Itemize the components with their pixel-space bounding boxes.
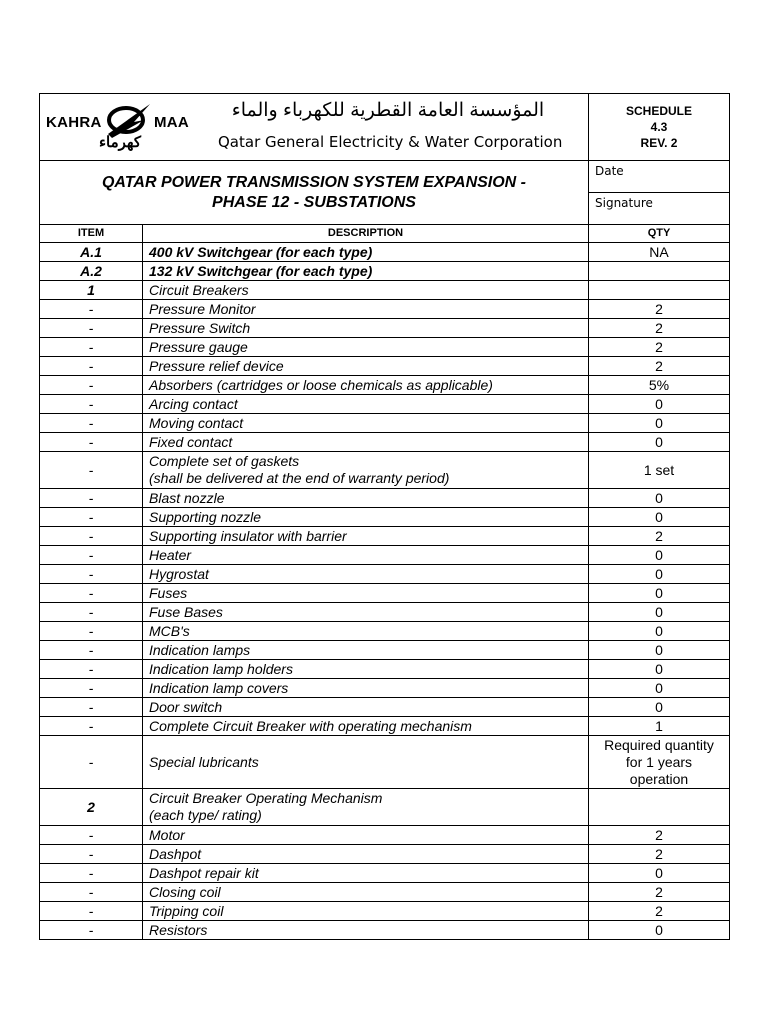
item-cell: - (40, 679, 143, 698)
table-row (40, 376, 730, 395)
qty-cell (589, 262, 730, 281)
logo-arabic-text: كهرماء (99, 134, 141, 151)
table-row (40, 395, 730, 414)
description-cell (143, 452, 589, 489)
column-header-row (40, 225, 730, 243)
title-row (40, 161, 730, 193)
description-text: Tripping coil (149, 902, 224, 919)
table-row (40, 864, 730, 883)
qty-cell (589, 883, 730, 902)
description-text: Complete set of gaskets (149, 453, 300, 469)
description-text: Dashpot repair kit (149, 864, 259, 881)
description-text: Circuit Breakers (149, 281, 249, 298)
item-cell: - (40, 414, 143, 433)
description-text: Supporting insulator with barrier (149, 527, 347, 544)
revision-label: REV. 2 (640, 136, 678, 150)
qty-text: 0 (655, 546, 663, 563)
qty-cell (589, 489, 730, 508)
description-cell (143, 319, 589, 338)
qty-text: for 1 years (625, 753, 693, 770)
table-row (40, 641, 730, 660)
description-text: Complete Circuit Breaker with operating mechanism (149, 717, 472, 734)
qty-text: 0 (655, 679, 663, 696)
table-row (40, 736, 730, 789)
table-row (40, 921, 730, 940)
description-cell (143, 789, 589, 826)
qty-text: 5% (648, 376, 670, 393)
description-text: Heater (149, 546, 192, 563)
description-cell (143, 845, 589, 864)
qty-cell (589, 338, 730, 357)
schedule-label: SCHEDULE (625, 104, 692, 118)
description-cell (143, 508, 589, 527)
schedule-box (589, 94, 730, 161)
description-cell (143, 281, 589, 300)
description-text: 132 kV Switchgear (for each type) (149, 262, 373, 279)
description-text-line2: (each type/ rating) (149, 807, 262, 823)
description-text: Indication lamps (149, 641, 251, 658)
item-cell: - (40, 508, 143, 527)
table-row (40, 826, 730, 845)
qty-cell (589, 679, 730, 698)
description-text: Hygrostat (149, 565, 209, 582)
description-cell (143, 603, 589, 622)
description-cell (143, 883, 589, 902)
qty-cell (589, 414, 730, 433)
item-cell: - (40, 527, 143, 546)
qty-text: 2 (655, 357, 663, 374)
description-text: Resistors (149, 921, 208, 938)
table-row (40, 603, 730, 622)
qty-text: 2 (655, 300, 663, 317)
description-text: Indication lamp holders (149, 660, 293, 677)
item-cell: - (40, 736, 143, 789)
signature-field: Signature (589, 193, 730, 225)
qty-text: 0 (655, 508, 663, 525)
description-cell (143, 527, 589, 546)
description-cell (143, 864, 589, 883)
qty-cell (589, 789, 730, 826)
item-cell: - (40, 546, 143, 565)
table-row (40, 414, 730, 433)
description-text: Dashpot (149, 845, 202, 862)
description-cell (143, 433, 589, 452)
column-header-qty: QTY (589, 225, 730, 243)
table-row (40, 660, 730, 679)
description-text: Fuses (149, 584, 188, 601)
table-row (40, 262, 730, 281)
description-cell (143, 660, 589, 679)
description-text: MCB's (149, 622, 190, 639)
description-text: Closing coil (149, 883, 221, 900)
qty-cell (589, 546, 730, 565)
qty-text: 2 (655, 826, 663, 843)
description-cell (143, 262, 589, 281)
table-row (40, 717, 730, 736)
item-cell: - (40, 660, 143, 679)
qty-cell (589, 603, 730, 622)
item-cell: - (40, 845, 143, 864)
date-field: Date (589, 161, 730, 193)
description-text: 400 kV Switchgear (for each type) (149, 243, 373, 260)
table-row (40, 452, 730, 489)
table-row (40, 679, 730, 698)
schedule-document (39, 93, 729, 940)
table-row (40, 527, 730, 546)
table-row (40, 584, 730, 603)
description-cell (143, 717, 589, 736)
item-cell: - (40, 902, 143, 921)
qty-cell (589, 395, 730, 414)
qty-text: 0 (655, 489, 663, 506)
description-cell (143, 622, 589, 641)
description-text: Arcing contact (149, 395, 238, 412)
qty-text: Required quantity (604, 736, 714, 753)
qty-cell (589, 622, 730, 641)
description-text: Motor (149, 826, 185, 843)
item-cell: - (40, 300, 143, 319)
description-text: Pressure gauge (149, 338, 248, 355)
document-title: QATAR POWER TRANSMISSION SYSTEM EXPANSION - PHASE 12 - SUBSTATIONS (40, 161, 589, 225)
item-cell: - (40, 338, 143, 357)
description-text: Moving contact (149, 414, 244, 431)
qty-cell (589, 281, 730, 300)
table-row (40, 883, 730, 902)
qty-text: 0 (655, 565, 663, 582)
description-text: Absorbers (cartridges or loose chemicals as applicable) (149, 376, 493, 393)
description-cell (143, 826, 589, 845)
description-cell (143, 641, 589, 660)
qty-cell (589, 433, 730, 452)
item-cell: 2 (40, 789, 143, 826)
description-text: Fixed contact (149, 433, 233, 450)
item-cell: - (40, 921, 143, 940)
table-row (40, 698, 730, 717)
qty-text: 0 (655, 921, 663, 938)
item-cell: - (40, 641, 143, 660)
table-row (40, 508, 730, 527)
qty-text: 2 (655, 883, 663, 900)
item-cell: 1 (40, 281, 143, 300)
qty-cell (589, 376, 730, 395)
description-text: Indication lamp covers (149, 679, 289, 696)
description-cell (143, 338, 589, 357)
description-text: Special lubricants (149, 753, 259, 770)
qty-cell (589, 527, 730, 546)
description-text: Fuse Bases (149, 603, 223, 620)
qty-cell (589, 300, 730, 319)
qty-text: 1 (655, 717, 663, 734)
description-cell (143, 395, 589, 414)
item-cell: - (40, 826, 143, 845)
table-row (40, 300, 730, 319)
description-cell (143, 679, 589, 698)
qty-text: 0 (655, 660, 663, 677)
qty-cell (589, 565, 730, 584)
qty-text: 0 (655, 584, 663, 601)
description-cell (143, 376, 589, 395)
item-cell: - (40, 452, 143, 489)
qty-cell (589, 452, 730, 489)
table-row (40, 902, 730, 921)
table-row (40, 281, 730, 300)
description-text: Pressure relief device (149, 357, 284, 374)
qty-text: 0 (655, 433, 663, 450)
qty-cell (589, 826, 730, 845)
qty-text: 0 (655, 414, 663, 431)
schedule-number: 4.3 (650, 120, 668, 134)
description-text: Pressure Monitor (149, 300, 256, 317)
qty-text: 2 (655, 319, 663, 336)
qty-text: 1 set (643, 461, 675, 478)
qty-cell (589, 243, 730, 262)
item-cell: - (40, 883, 143, 902)
table-row (40, 845, 730, 864)
description-cell (143, 414, 589, 433)
qty-text: 0 (655, 864, 663, 881)
qty-cell (589, 660, 730, 679)
description-text: Circuit Breaker Operating Mechanism (149, 790, 383, 806)
spare-parts-table (39, 93, 730, 940)
table-row (40, 357, 730, 376)
item-cell: - (40, 717, 143, 736)
description-text: Supporting nozzle (149, 508, 262, 525)
description-cell (143, 489, 589, 508)
qty-text: operation (629, 770, 689, 787)
qty-cell (589, 508, 730, 527)
item-cell: A.1 (40, 243, 143, 262)
table-row (40, 622, 730, 641)
qty-cell (589, 736, 730, 789)
table-row (40, 546, 730, 565)
description-cell (143, 300, 589, 319)
qty-text: 2 (655, 845, 663, 862)
table-row (40, 789, 730, 826)
item-cell: - (40, 489, 143, 508)
qty-text: 0 (655, 641, 663, 658)
item-cell: - (40, 433, 143, 452)
qty-text: 0 (655, 603, 663, 620)
qty-text: 0 (655, 395, 663, 412)
description-cell (143, 921, 589, 940)
qty-text: NA (649, 243, 669, 260)
description-cell (143, 584, 589, 603)
column-header-description: DESCRIPTION (143, 225, 589, 243)
item-cell: - (40, 357, 143, 376)
description-cell (143, 357, 589, 376)
item-cell: - (40, 603, 143, 622)
table-row (40, 319, 730, 338)
qty-cell (589, 902, 730, 921)
qty-cell (589, 584, 730, 603)
qty-cell (589, 921, 730, 940)
description-text-line2: (shall be delivered at the end of warranty period) (149, 470, 450, 486)
header-row (40, 94, 730, 161)
description-cell (143, 243, 589, 262)
item-cell: - (40, 395, 143, 414)
item-cell: - (40, 319, 143, 338)
description-text: Door switch (149, 698, 223, 715)
description-cell (143, 902, 589, 921)
qty-cell (589, 319, 730, 338)
table-row (40, 243, 730, 262)
qty-cell (589, 641, 730, 660)
qty-text: 0 (655, 622, 663, 639)
description-cell (143, 698, 589, 717)
description-text: Blast nozzle (149, 489, 225, 506)
qty-cell (589, 357, 730, 376)
item-cell: - (40, 376, 143, 395)
description-cell (143, 736, 589, 789)
table-row (40, 433, 730, 452)
item-cell: - (40, 698, 143, 717)
qty-text: 0 (655, 698, 663, 715)
column-header-item: ITEM (40, 225, 143, 243)
org-name-arabic: المؤسسة العامة القطرية للكهرباء والماء (231, 100, 545, 121)
description-cell (143, 565, 589, 584)
table-row (40, 338, 730, 357)
qty-text: 2 (655, 338, 663, 355)
item-cell: - (40, 584, 143, 603)
item-cell: - (40, 622, 143, 641)
item-cell: - (40, 565, 143, 584)
qty-text: 2 (655, 527, 663, 544)
qty-cell (589, 717, 730, 736)
logo-banner: KAHRA MAA كهرماء المؤسسة العامة القطرية للكهرباء والماء Qatar General Electricity & Water Corporation (40, 94, 589, 161)
qty-text: 2 (655, 902, 663, 919)
qty-cell (589, 864, 730, 883)
table-row (40, 489, 730, 508)
qty-cell (589, 845, 730, 864)
item-cell: - (40, 864, 143, 883)
description-cell (143, 546, 589, 565)
org-name-english: Qatar General Electricity & Water Corporation (218, 133, 563, 151)
description-text: Pressure Switch (149, 319, 251, 336)
table-row (40, 565, 730, 584)
item-cell: A.2 (40, 262, 143, 281)
qty-cell (589, 698, 730, 717)
